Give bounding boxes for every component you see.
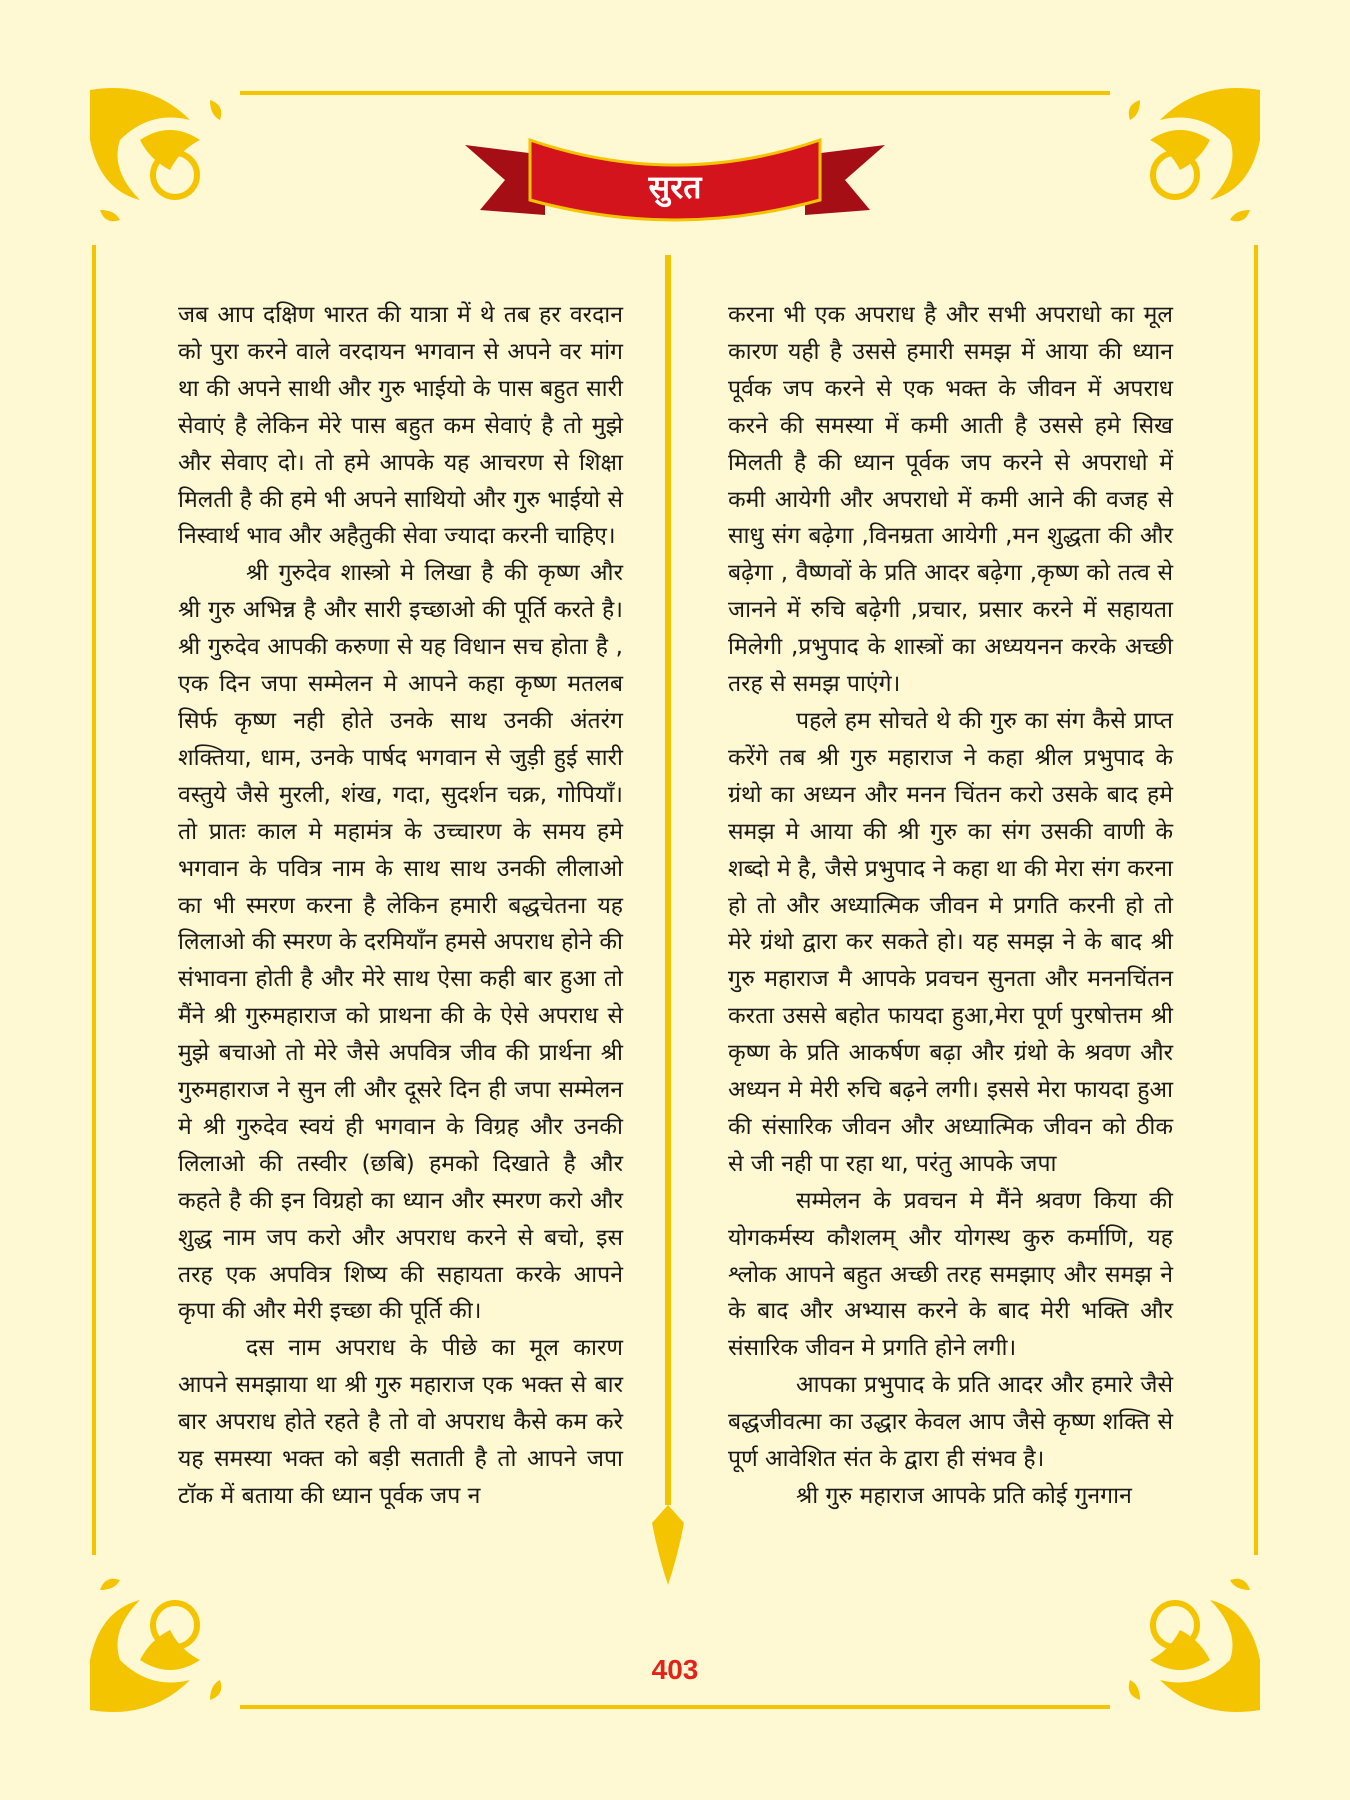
corner-ornament-top-left [80,80,250,250]
right-text-column [728,297,1173,1515]
page-number: 403 [651,1654,699,1685]
frame-top-line [240,91,1110,95]
corner-ornament-top-right [1100,80,1270,250]
paragraph: सम्मेलन के प्रवचन मे मैंने श्रवण किया की योगकर्मस्य कौशलम् और योगस्थ कुरु कर्माणि, यह श्लोक आपने बहुत अच्छी तरह समझाए और समझ ने के बाद और अभ्यास करने के बाद मेरी भक्ति और संसारिक जीवन मे प्रगति होने लगी। [728,1187,1173,1362]
paragraph: श्री गुरु महाराज आपके प्रति कोई गुनगान [796,1483,1132,1509]
paragraph: आपका प्रभुपाद के प्रति आदर और हमारे जैसे बद्धजीवत्मा का उद्धार केवल आप जैसे कृष्ण शक्ति से पूर्ण आवेशित संत के द्वारा ही संभव है। [728,1372,1173,1473]
paragraph: दस नाम अपराध के पीछे का मूल कारण आपने समझाया था श्री गुरु महाराज एक भक्त से बार बार अपराध होते रहते है तो वो अपराध कैसे कम करे यह समस्या भक्त को बड़ी सताती है तो आपने जपा टॉक में बताया की ध्यान पूर्वक जप न [178,1335,623,1509]
frame-left-line [92,245,96,1555]
frame-bottom-line [240,1705,1110,1709]
corner-ornament-bottom-left [80,1550,250,1720]
paragraph: पहले हम सोचते थे की गुरु का संग कैसे प्राप्त करेंगे तब श्री गुरु महाराज ने कहा श्रील प्रभुपाद के ग्रंथो का अध्यन और मनन चिंतन करो उसके बाद हमे समझ मे आया की श्री गुरु का संग उसकी वाणी के शब्दो मे है, जैसे प्रभुपाद ने कहा था की मेरा संग करना हो तो और अध्यात्मिक जीवन मे प्रगति करनी हो तो मेरे ग्रंथो द्वारा कर सकते हो। यह समझ ने के बाद श्री गुरु महाराज मै आपके प्रवचन सुनता और मननचिंतन करता उससे बहोत फायदा हुआ,मेरा पूर्ण पुरषोत्तम श्री कृष्ण के प्रति आकर्षण बढ़ा और ग्रंथो के श्रवण और अध्यन मे मेरी रुचि बढ़ने लगी। इससे मेरा फायदा हुआ की संसारिक जीवन और अध्यात्मिक जीवन को ठीक से जी नही पा रहा था, परंतु आपके जपा [728,707,1173,1177]
paragraph: श्री गुरुदेव शास्त्रो मे लिखा है की कृष्ण और श्री गुरु अभिन्न है और सारी इच्छाओ की पूर्ति करते है। श्री गुरुदेव आपकी करुणा से यह विधान सच होता है , एक दिन जपा सम्मेलन मे आपने कहा कृष्ण मतलब सिर्फ कृष्ण नही होते उनके साथ उनकी अंतरंग शक्तिया, धाम, उनके पार्षद भगवान से जुड़ी हुई सारी वस्तुये जैसे मुरली, शंख, गदा, सुदर्शन चक्र, गोपियाँ। तो प्रातः काल मे महामंत्र के उच्चारण के समय हमे भगवान के पवित्र नाम के साथ साथ उनकी लीलाओ का भी स्मरण करना है लेकिन हमारी बद्धचेतना यह लिलाओ की स्मरण के दरमियाँन हमसे अपराध होने की संभावना होती है और मेरे साथ ऐसा कही बार हुआ तो मैंने श्री गुरुमहाराज को प्राथना की के ऐसे अपराध से मुझे बचाओ तो मेरे जैसे अपवित्र जीव की प्रार्थना श्री गुरुमहाराज ने सुन ली और दूसरे दिन ही जपा सम्मेलन मे श्री गुरुदेव स्वयं ही भगवान के विग्रह और उनकी लिलाओ की तस्वीर (छबि) हमको दिखाते है और कहते है की इन विग्रहो का ध्यान और स्मरण करो और शुद्ध नाम जप करो और अपराध करने से बचो, इस तरह एक अपवित्र शिष्य की सहायता करके आपने कृपा की और मेरी इच्छा की पूर्ति की। [178,560,623,1325]
frame-right-line [1254,245,1258,1555]
page-title: सुरत [648,168,702,206]
corner-ornament-bottom-right [1100,1550,1270,1720]
column-divider [648,255,688,1675]
left-text-column [178,297,623,1515]
paragraph: जब आप दक्षिण भारत की यात्रा में थे तब हर वरदान को पुरा करने वाले वरदायन भगवान से अपने वर मांग था की अपने साथी और गुरु भाईयो के पास बहुत सारी सेवाएं है लेकिन मेरे पास बहुत कम सेवाएं है तो मुझे और सेवाए दो। तो हमे आपके यह आचरण से शिक्षा मिलती है की हमे भी अपने साथियो और गुरु भाईयो से निस्वार्थ भाव और अहैतुकी सेवा ज्यादा करनी चाहिए। [178,302,623,550]
paragraph: करना भी एक अपराध है और सभी अपराधो का मूल कारण यही है उससे हमारी समझ में आया की ध्यान पूर्वक जप करने से एक भक्त के जीवन में अपराध करने की समस्या में कमी आती है उससे हमे सिख मिलती है की ध्यान पूर्वक जप करने से अपराधो में कमी आयेगी और अपराधो में कमी आने की वजह से साधु संग बढ़ेगा ,विनम्रता आयेगी ,मन शुद्धता की और बढ़ेगा , वैष्णवों के प्रति आदर बढ़ेगा ,कृष्ण को तत्व से जानने में रुचि बढ़ेगी ,प्रचार, प्रसार करने में सहायता मिलेगी ,प्रभुपाद के शास्त्रों का अध्ययनन करके अच्छी तरह से समझ पाएंगे। [728,302,1173,698]
